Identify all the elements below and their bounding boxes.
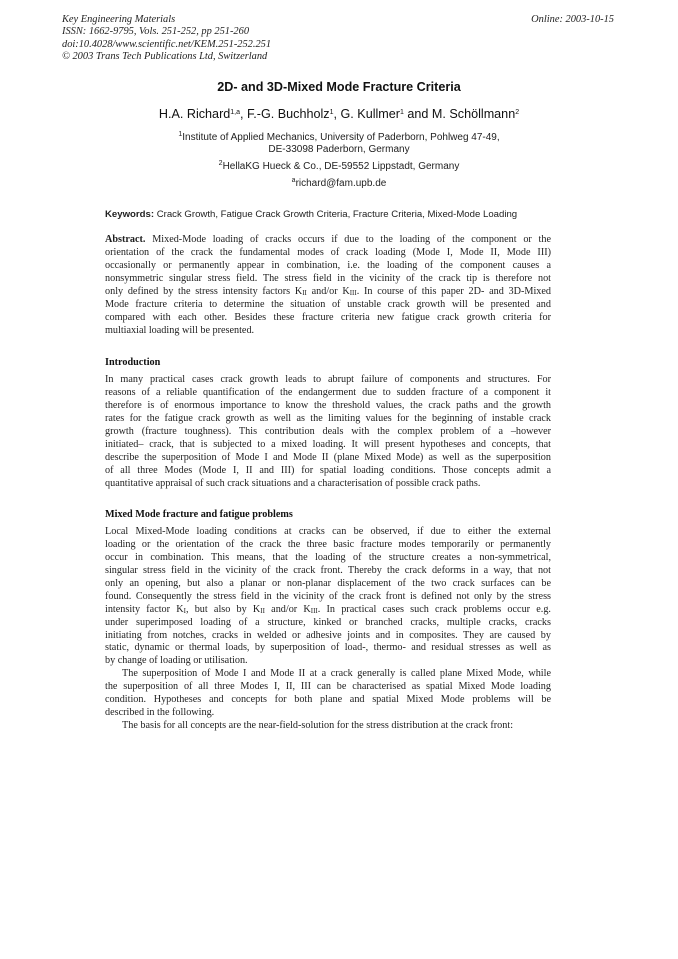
author-buchholz: , F.-G. Buchholz bbox=[240, 107, 330, 121]
section-line: by change of loading or utilisation. bbox=[105, 655, 248, 667]
keywords bbox=[105, 209, 575, 220]
author-sup: 1,a bbox=[230, 109, 240, 116]
introduction-body bbox=[105, 374, 551, 490]
section-line: only an opening, but also a planar or non-planar displacement of the two crack surfaces can be bbox=[105, 577, 551, 589]
author-sup: 2 bbox=[515, 109, 520, 116]
author-list bbox=[0, 107, 678, 121]
affiliation-2 bbox=[0, 161, 678, 173]
online-date: Online: 2003-10-15 bbox=[531, 14, 614, 25]
section-line: Local Mixed-Mode loading conditions at cracks can be observed, if due to either the external bbox=[105, 526, 551, 537]
journal-doi: doi:10.4028/www.scientific.net/KEM.251-252.251 bbox=[62, 38, 272, 50]
intro-line: reasons of a reliable quantification of the endangerment due to sudden fracture of a component it bbox=[105, 386, 551, 398]
intro-line: In many practical cases crack growth leads to abrupt failure of components and structures. For bbox=[105, 374, 551, 385]
section-line: condition. Hypotheses and concepts for both plane and spatial Mixed Mode problems will be bbox=[105, 694, 551, 706]
affiliation-sup: 1 bbox=[178, 131, 183, 138]
author-richard: H.A. Richard bbox=[158, 107, 231, 121]
paper-title: 2D- and 3D-Mixed Mode Fracture Criteria bbox=[217, 80, 461, 94]
affiliation-1 bbox=[0, 132, 678, 156]
abstract-line: Mode fracture criteria to determine the situation of unstable crack growth will be presented and bbox=[105, 298, 551, 310]
section-line: described in the following. bbox=[105, 707, 215, 719]
section-line: found. Consequently the stress field in the vicinity of the crack front is defined not only by the stress bbox=[105, 590, 551, 602]
abstract bbox=[105, 234, 551, 338]
author-sup: 1 bbox=[399, 109, 404, 116]
intro-line: quantitative appraisal of such crack situations and a characterisation of possible crack paths. bbox=[105, 477, 481, 489]
intro-line: rates for the fatigue crack growth as well as the limiting values for the beginning of instable crack bbox=[105, 412, 551, 424]
abstract-line: Abstract. Mixed-Mode loading of cracks occurs if due to the loading of the component or the bbox=[105, 234, 551, 245]
section-line: intensity factor $K_I$, but also by $K_{II}$ and/or $K_{III}$. In practical cases such crack problems occur e.g. bbox=[105, 603, 551, 615]
section-line: initiating from notches, cracks in welded or adhesive joints and in composites. They are caused by bbox=[105, 629, 551, 641]
section-line: occur in combination. This means, that the loading of the structure creates a non-symmetrical, bbox=[105, 551, 551, 563]
journal-issn: ISSN: 1662-9795, Vols. 251-252, pp 251-260 bbox=[62, 26, 250, 38]
abstract-label: Abstract. bbox=[105, 234, 146, 245]
author-sup: 1 bbox=[329, 109, 334, 116]
abstract-line: only defined by the stress intensity factors $K_{II}$ and/or $K_{III}$. In course of this paper 2D- and 3D-Mixed bbox=[105, 285, 551, 297]
journal-header bbox=[62, 14, 271, 63]
introduction-heading: Introduction bbox=[105, 357, 161, 368]
intro-line: therefore is of enormous importance to know the threshold values, the crack paths and the growth bbox=[105, 399, 551, 411]
section-line: The basis for all concepts are the near-field-solution for the stress distribution at the crack front: bbox=[122, 720, 514, 732]
abstract-line: occasionally or permanently appear in combination, i.e. the loading of the component causes a bbox=[105, 259, 551, 271]
section-line: singular stress field in the vicinity of the crack front. Thereby the crack deforms in a way, that not bbox=[105, 564, 551, 576]
intro-line: of all three Modes (Mode I, II and III) for spatial loading conditions. Those concepts admit a bbox=[105, 464, 551, 476]
section-heading-mixed-mode: Mixed Mode fracture and fatigue problems bbox=[105, 509, 293, 520]
journal-copyright: © 2003 Trans Tech Publications Ltd, Switzerland bbox=[62, 50, 268, 62]
section-line: The superposition of Mode I and Mode II at a crack generally is called plane Mixed Mode, while bbox=[122, 668, 551, 680]
abstract-line: orientation of the crack the fundamental modes of crack loading (Mode I, Mode II, Mode III) bbox=[105, 246, 551, 258]
section-line: static, dynamic or thermal loads, by superposition of load-, thermo- and residual stresses as well as bbox=[105, 642, 551, 654]
intro-line: growth (fracture toughness). This contribution deals with the complex problem of a –however bbox=[105, 425, 551, 437]
intro-line: initiated– crack, that is subjected to a mixed loading. It will present hypotheses and concepts, that bbox=[105, 438, 551, 450]
email-sup: a bbox=[291, 177, 296, 184]
keywords-text: Crack Growth, Fatigue Crack Growth Criteria, Fracture Criteria, Mixed-Mode Loading bbox=[154, 209, 518, 220]
section-line: the superposition of all three Modes I, II, III can be characterised as spatial Mixed Mode loading bbox=[105, 681, 551, 693]
section-line: under superimposed loading of a structure, kinked or branched cracks, multiple cracks, cracks bbox=[105, 616, 551, 628]
author-schoellmann: and M. Schöllmann bbox=[403, 107, 516, 121]
affiliation-1-line2: DE-33098 Paderborn, Germany bbox=[268, 144, 410, 155]
section-mixed-mode-body bbox=[105, 526, 551, 733]
abstract-line: compared with each other. Besides these fracture criteria new fatigue crack growth criteria for bbox=[105, 311, 551, 323]
author-email[interactable] bbox=[0, 178, 678, 190]
journal-name: Key Engineering Materials bbox=[62, 14, 176, 25]
author-kullmer: , G. Kullmer bbox=[333, 107, 400, 121]
affiliation-sup: 2 bbox=[218, 160, 223, 167]
abstract-line: nonsymmetric singular stress field. The stress field in the vicinity of the crack tip is therefore not bbox=[105, 272, 551, 284]
email-text: richard@fam.upb.de bbox=[295, 178, 387, 189]
intro-line: describe the superposition of Mode I and Mode II (plane Mixed Mode) as well as the superposition bbox=[105, 451, 551, 463]
affiliation-1-line1: Institute of Applied Mechanics, University of Paderborn, Pohlweg 47-49, bbox=[182, 132, 500, 143]
section-line: loading or the orientation of the crack the three basic fracture modes temporarily or permanently bbox=[105, 538, 551, 550]
keywords-label: Keywords: bbox=[105, 209, 155, 220]
affiliation-2-text: HellaKG Hueck & Co., DE-59552 Lippstadt, Germany bbox=[222, 161, 460, 172]
abstract-line: multiaxial loading will be presented. bbox=[105, 324, 255, 336]
